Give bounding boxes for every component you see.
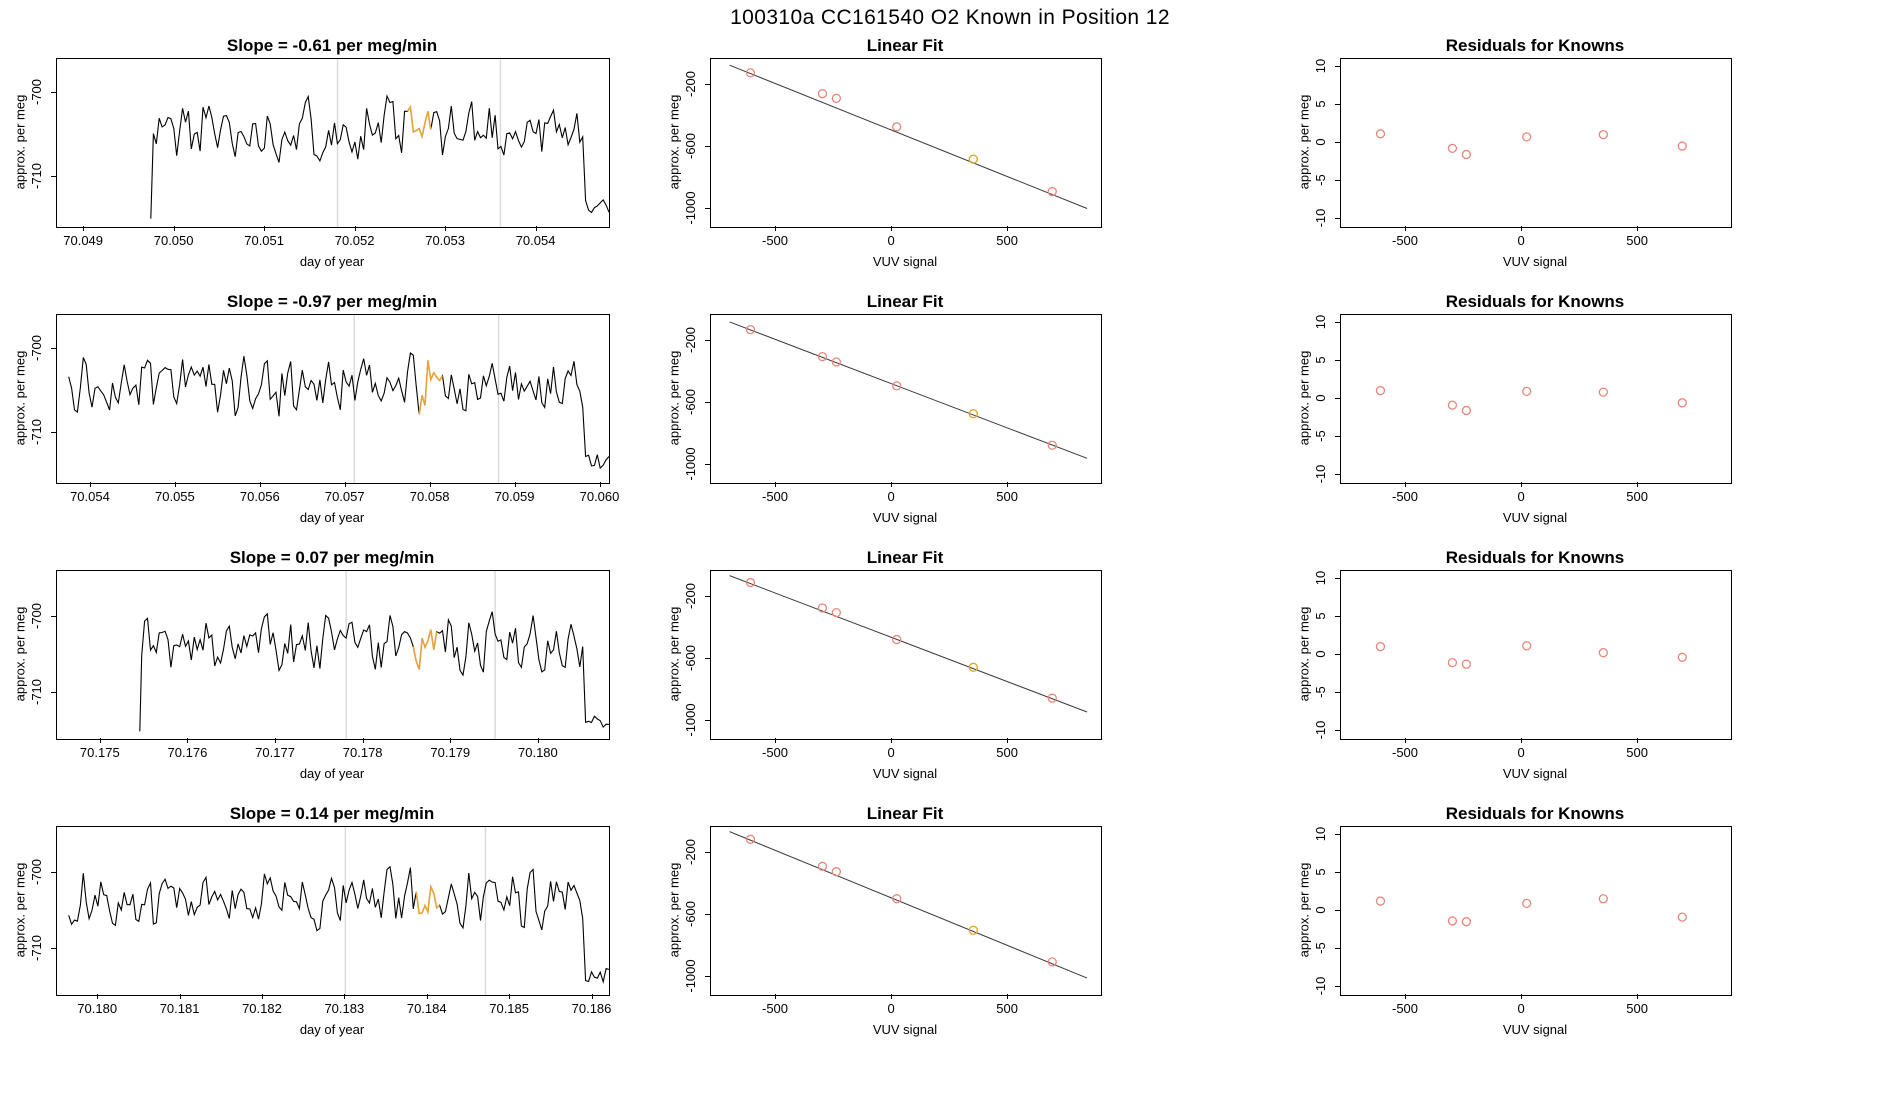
y-tick-label: 10 <box>1313 570 1328 585</box>
y-tick <box>1335 142 1340 143</box>
y-axis-label: approx. per meg <box>12 350 28 446</box>
x-tick <box>1521 482 1522 487</box>
y-tick <box>1335 730 1340 731</box>
x-tick-label: -500 <box>761 745 789 760</box>
x-tick-label: 70.181 <box>159 1001 200 1016</box>
y-tick-label: -5 <box>1313 174 1328 186</box>
y-tick <box>1335 834 1340 835</box>
x-axis-label: VUV signal <box>1502 254 1568 269</box>
y-tick <box>1335 986 1340 987</box>
x-tick-label: 500 <box>1626 489 1648 504</box>
x-tick-label: 0 <box>1517 745 1525 760</box>
y-tick-label: -700 <box>29 78 44 105</box>
plot-area <box>1340 826 1732 996</box>
panel-residuals-3 <box>0 548 1900 810</box>
x-tick-label: 70.059 <box>494 489 535 504</box>
x-axis-label: VUV signal <box>872 766 938 781</box>
x-tick <box>1405 482 1406 487</box>
x-tick-label: 70.177 <box>255 745 295 760</box>
page-title: 100310a CC161540 O2 Known in Position 12 <box>730 6 1170 29</box>
x-axis-label: VUV signal <box>1502 1022 1568 1037</box>
panel-title: Slope = -0.61 per meg/min <box>226 36 438 55</box>
x-axis-label: day of year <box>299 254 365 269</box>
x-tick-label: 70.050 <box>153 233 194 248</box>
x-tick-label: 70.180 <box>77 1001 118 1016</box>
x-tick <box>1405 226 1406 231</box>
x-tick <box>1521 994 1522 999</box>
x-tick-label: 500 <box>1626 745 1648 760</box>
panel-residuals-2 <box>0 292 1900 554</box>
y-tick-label: 5 <box>1313 612 1328 620</box>
y-tick-label: 5 <box>1313 868 1328 876</box>
y-tick-label: 5 <box>1313 356 1328 364</box>
x-tick-label: -500 <box>761 489 789 504</box>
y-tick-label: -5 <box>1313 942 1328 954</box>
x-axis-label: VUV signal <box>872 1022 938 1037</box>
y-tick-label: -10 <box>1313 720 1328 740</box>
panel-residuals-4 <box>0 804 1900 1066</box>
y-axis-label: approx. per meg <box>12 862 28 958</box>
y-axis-label: approx. per meg <box>12 606 28 702</box>
y-tick-label: -10 <box>1313 208 1328 228</box>
y-tick-label: -5 <box>1313 686 1328 698</box>
y-tick <box>1335 872 1340 873</box>
x-tick-label: 0 <box>887 745 895 760</box>
y-tick <box>1335 180 1340 181</box>
y-tick-label: 0 <box>1313 394 1328 402</box>
y-tick <box>1335 360 1340 361</box>
y-tick-label: -200 <box>683 583 698 610</box>
y-tick <box>1335 474 1340 475</box>
y-tick-label: -600 <box>683 900 698 927</box>
x-tick-label: 500 <box>1626 1001 1648 1016</box>
x-tick <box>1405 994 1406 999</box>
y-tick-label: -700 <box>29 334 44 361</box>
x-tick-label: 0 <box>887 489 895 504</box>
y-tick <box>1335 616 1340 617</box>
x-tick-label: 500 <box>1626 233 1648 248</box>
y-axis-label: approx. per meg <box>666 606 682 702</box>
x-axis-label: VUV signal <box>872 254 938 269</box>
y-tick-label: -1000 <box>683 190 698 225</box>
y-axis-label: approx. per meg <box>666 350 682 446</box>
y-tick-label: -600 <box>683 388 698 415</box>
y-tick-label: 10 <box>1313 826 1328 841</box>
y-tick-label: 0 <box>1313 650 1328 658</box>
panel-title: Slope = 0.07 per meg/min <box>229 548 435 567</box>
x-tick <box>1637 738 1638 743</box>
y-tick-label: -10 <box>1313 976 1328 996</box>
y-axis-label: approx. per meg <box>666 94 682 190</box>
x-tick-label: 70.060 <box>579 489 620 504</box>
x-tick-label: 0 <box>887 1001 895 1016</box>
y-tick <box>1335 692 1340 693</box>
x-tick <box>1521 226 1522 231</box>
x-tick-label: 70.179 <box>430 745 471 760</box>
x-tick-label: 70.051 <box>244 233 284 248</box>
x-axis-label: VUV signal <box>872 510 938 525</box>
x-tick-label: 70.183 <box>324 1001 365 1016</box>
x-tick-label: -500 <box>761 1001 789 1016</box>
x-tick <box>1405 738 1406 743</box>
x-tick-label: 70.052 <box>334 233 375 248</box>
x-tick-label: 70.049 <box>63 233 104 248</box>
x-tick-label: 500 <box>996 1001 1018 1016</box>
y-tick <box>1335 436 1340 437</box>
x-tick-label: 0 <box>1517 1001 1525 1016</box>
x-tick-label: 500 <box>996 745 1018 760</box>
panel-title: Residuals for Knowns <box>1445 292 1625 311</box>
x-tick-label: 500 <box>996 489 1018 504</box>
x-tick-label: 70.185 <box>489 1001 529 1016</box>
panel-title: Residuals for Knowns <box>1445 804 1625 823</box>
y-axis-label: approx. per meg <box>1296 862 1312 958</box>
x-tick-label: -500 <box>1391 489 1419 504</box>
x-tick-label: 0 <box>1517 233 1525 248</box>
x-tick-label: 70.182 <box>242 1001 282 1016</box>
y-tick <box>1335 578 1340 579</box>
y-tick-label: -700 <box>29 858 44 885</box>
y-tick <box>1335 104 1340 105</box>
x-tick <box>1637 994 1638 999</box>
x-tick-label: -500 <box>1391 233 1419 248</box>
y-tick-label: -1000 <box>683 958 698 993</box>
x-tick-label: -500 <box>1391 745 1419 760</box>
y-tick-label: -200 <box>683 839 698 866</box>
x-axis-label: day of year <box>299 766 365 781</box>
panel-title: Linear Fit <box>866 292 944 311</box>
x-tick-label: 70.054 <box>515 233 556 248</box>
x-tick-label: -500 <box>761 233 789 248</box>
y-tick-label: -710 <box>29 679 44 706</box>
x-tick-label: 70.053 <box>425 233 465 248</box>
x-tick-label: 70.056 <box>239 489 280 504</box>
panel-title: Linear Fit <box>866 804 944 823</box>
y-tick-label: -1000 <box>683 702 698 737</box>
x-tick-label: -500 <box>1391 1001 1419 1016</box>
y-tick-label: -710 <box>29 418 44 445</box>
panel-title: Linear Fit <box>866 548 944 567</box>
plot-area <box>1340 570 1732 740</box>
x-tick-label: 70.175 <box>79 745 120 760</box>
y-tick-label: 5 <box>1313 100 1328 108</box>
plot-area <box>1340 58 1732 228</box>
x-axis-label: VUV signal <box>1502 510 1568 525</box>
y-tick-label: -710 <box>29 935 44 962</box>
x-tick-label: 500 <box>996 233 1018 248</box>
y-axis-label: approx. per meg <box>1296 606 1312 702</box>
panel-residuals-1 <box>0 36 1900 298</box>
x-axis-label: day of year <box>299 1022 365 1037</box>
y-tick-label: -10 <box>1313 464 1328 484</box>
x-tick-label: 70.058 <box>409 489 450 504</box>
x-tick-label: 70.180 <box>518 745 558 760</box>
x-tick <box>1637 482 1638 487</box>
panel-title: Residuals for Knowns <box>1445 36 1625 55</box>
y-tick <box>1335 398 1340 399</box>
y-tick-label: 0 <box>1313 138 1328 146</box>
y-tick-label: -710 <box>29 162 44 189</box>
y-axis-label: approx. per meg <box>1296 94 1312 190</box>
y-tick <box>1335 910 1340 911</box>
y-tick <box>1335 66 1340 67</box>
y-tick-label: -600 <box>683 644 698 671</box>
y-tick-label: 10 <box>1313 314 1328 329</box>
plot-area <box>1340 314 1732 484</box>
y-tick-label: -1000 <box>683 446 698 481</box>
x-tick-label: 70.055 <box>155 489 195 504</box>
x-axis-label: VUV signal <box>1502 766 1568 781</box>
y-axis-label: approx. per meg <box>666 862 682 958</box>
x-tick <box>1521 738 1522 743</box>
panel-title: Residuals for Knowns <box>1445 548 1625 567</box>
x-axis-label: day of year <box>299 510 365 525</box>
y-tick-label: -600 <box>683 132 698 159</box>
y-tick <box>1335 218 1340 219</box>
x-tick-label: 0 <box>1517 489 1525 504</box>
x-tick-label: 70.178 <box>342 745 383 760</box>
y-tick-label: 10 <box>1313 58 1328 73</box>
y-tick <box>1335 654 1340 655</box>
x-tick-label: 0 <box>887 233 895 248</box>
y-tick <box>1335 948 1340 949</box>
y-axis-label: approx. per meg <box>1296 350 1312 446</box>
x-tick-label: 70.184 <box>406 1001 447 1016</box>
y-tick-label: -700 <box>29 602 44 629</box>
y-tick-label: -5 <box>1313 430 1328 442</box>
x-tick <box>1637 226 1638 231</box>
y-tick <box>1335 322 1340 323</box>
panel-title: Slope = 0.14 per meg/min <box>229 804 435 823</box>
y-tick-label: -200 <box>683 71 698 98</box>
y-tick-label: -200 <box>683 327 698 354</box>
panel-title: Slope = -0.97 per meg/min <box>226 292 438 311</box>
x-tick-label: 70.054 <box>70 489 110 504</box>
panel-title: Linear Fit <box>866 36 944 55</box>
x-tick-label: 70.176 <box>167 745 208 760</box>
x-tick-label: 70.186 <box>571 1001 612 1016</box>
y-axis-label: approx. per meg <box>12 94 28 190</box>
x-tick-label: 70.057 <box>324 489 365 504</box>
y-tick-label: 0 <box>1313 906 1328 914</box>
